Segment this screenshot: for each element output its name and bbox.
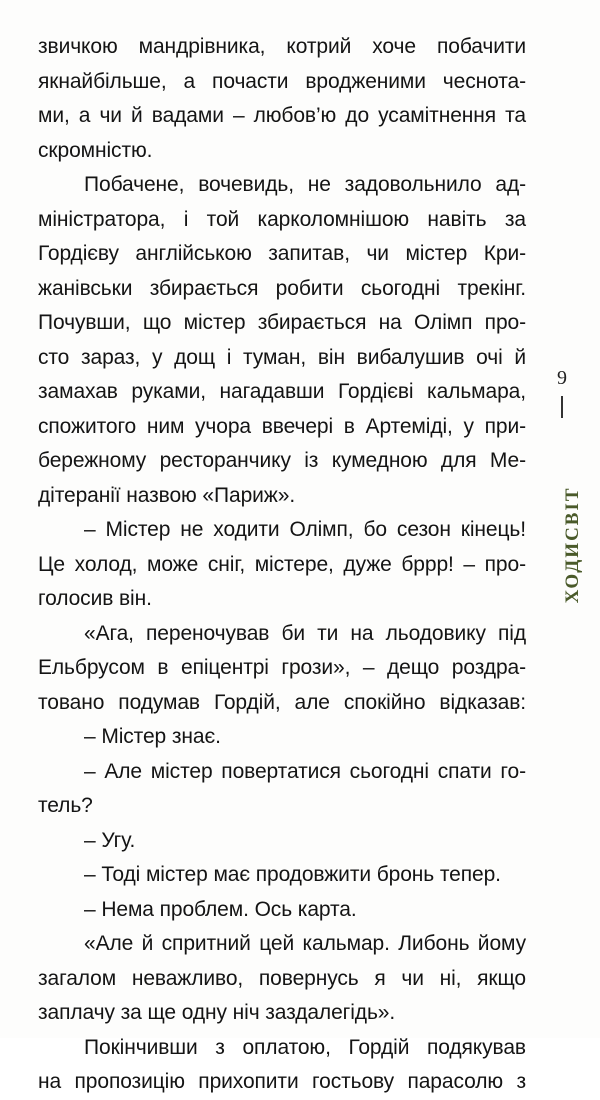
text-line: – Але містер повертатися сьогодні спати го- <box>84 759 526 783</box>
text-line: сто зараз, у дощ і туман, він вибалушив очі й <box>38 345 526 369</box>
text-line: Почувши, що містер збирається на Олімп про- <box>38 311 526 334</box>
text-line: Це холод, може сніг, містере, дуже бррр! – про- <box>38 552 526 576</box>
text-line: скромністю. <box>38 138 153 162</box>
text-line: Покінчивши з оплатою, Гордій подякував <box>84 1035 526 1059</box>
text-line: товано подумав Гордій, але спокійно відказав: <box>38 690 526 714</box>
section-title: ХОДИСВІТ <box>562 486 583 604</box>
text-line: звичкою мандрівника, котрий хоче побачити <box>38 35 526 58</box>
text-line: ми, а чи й вадами – любов’ю до усамітнення та <box>38 104 526 127</box>
text-line: дітеранії назвою «Париж». <box>38 483 296 507</box>
text-line: жанівськи збирається робити сьогодні трекінг. <box>38 276 526 300</box>
text-line: – Тоді містер має продовжити бронь тепер. <box>84 863 501 886</box>
text-line: – Нема проблем. Ось карта. <box>84 897 357 921</box>
text-line: на пропозицію прихопити гостьову парасолю з <box>38 1070 526 1093</box>
text-line: – Угу. <box>84 828 136 852</box>
text-line: спожитого ним учора ввечері в Артеміді, у при- <box>38 414 526 438</box>
text-line: замахав руками, нагадавши Гордієві кальмара, <box>38 380 526 403</box>
text-line: Ельбрусом в епіцентрі грози», – дещо роздра- <box>38 656 526 679</box>
text-line: міністратора, і той карколомнішою навіть за <box>38 207 526 231</box>
running-head-divider <box>561 396 563 418</box>
text-line: голосив він. <box>38 587 152 610</box>
text-line: «Але й спритний цей кальмар. Либонь йому <box>84 932 526 955</box>
text-line: – Містер не ходити Олімп, бо сезон кінець! <box>84 518 526 541</box>
text-line: якнайбільше, а почасти вродженими чеснота- <box>38 69 526 93</box>
text-line: «Ага, переночував би ти на льодовику під <box>84 621 526 645</box>
text-line: Гордієву англійською запитав, чи містер Кри- <box>38 242 526 265</box>
running-head <box>542 366 583 604</box>
text-line: Побачене, вочевидь, не задовольнило ад- <box>84 173 526 196</box>
text-line: заплачу за ще одну ніч заздалегідь». <box>38 1001 396 1024</box>
page-number: 9 <box>557 367 567 389</box>
text-line: загалом неважливо, повернусь я чи ні, якщо <box>38 966 526 990</box>
text-line: – Містер знає. <box>84 725 221 748</box>
text-line: тель? <box>38 794 93 817</box>
text-line: бережному ресторанчику із кумедною для Ме- <box>38 449 526 472</box>
body-text <box>38 30 526 1100</box>
